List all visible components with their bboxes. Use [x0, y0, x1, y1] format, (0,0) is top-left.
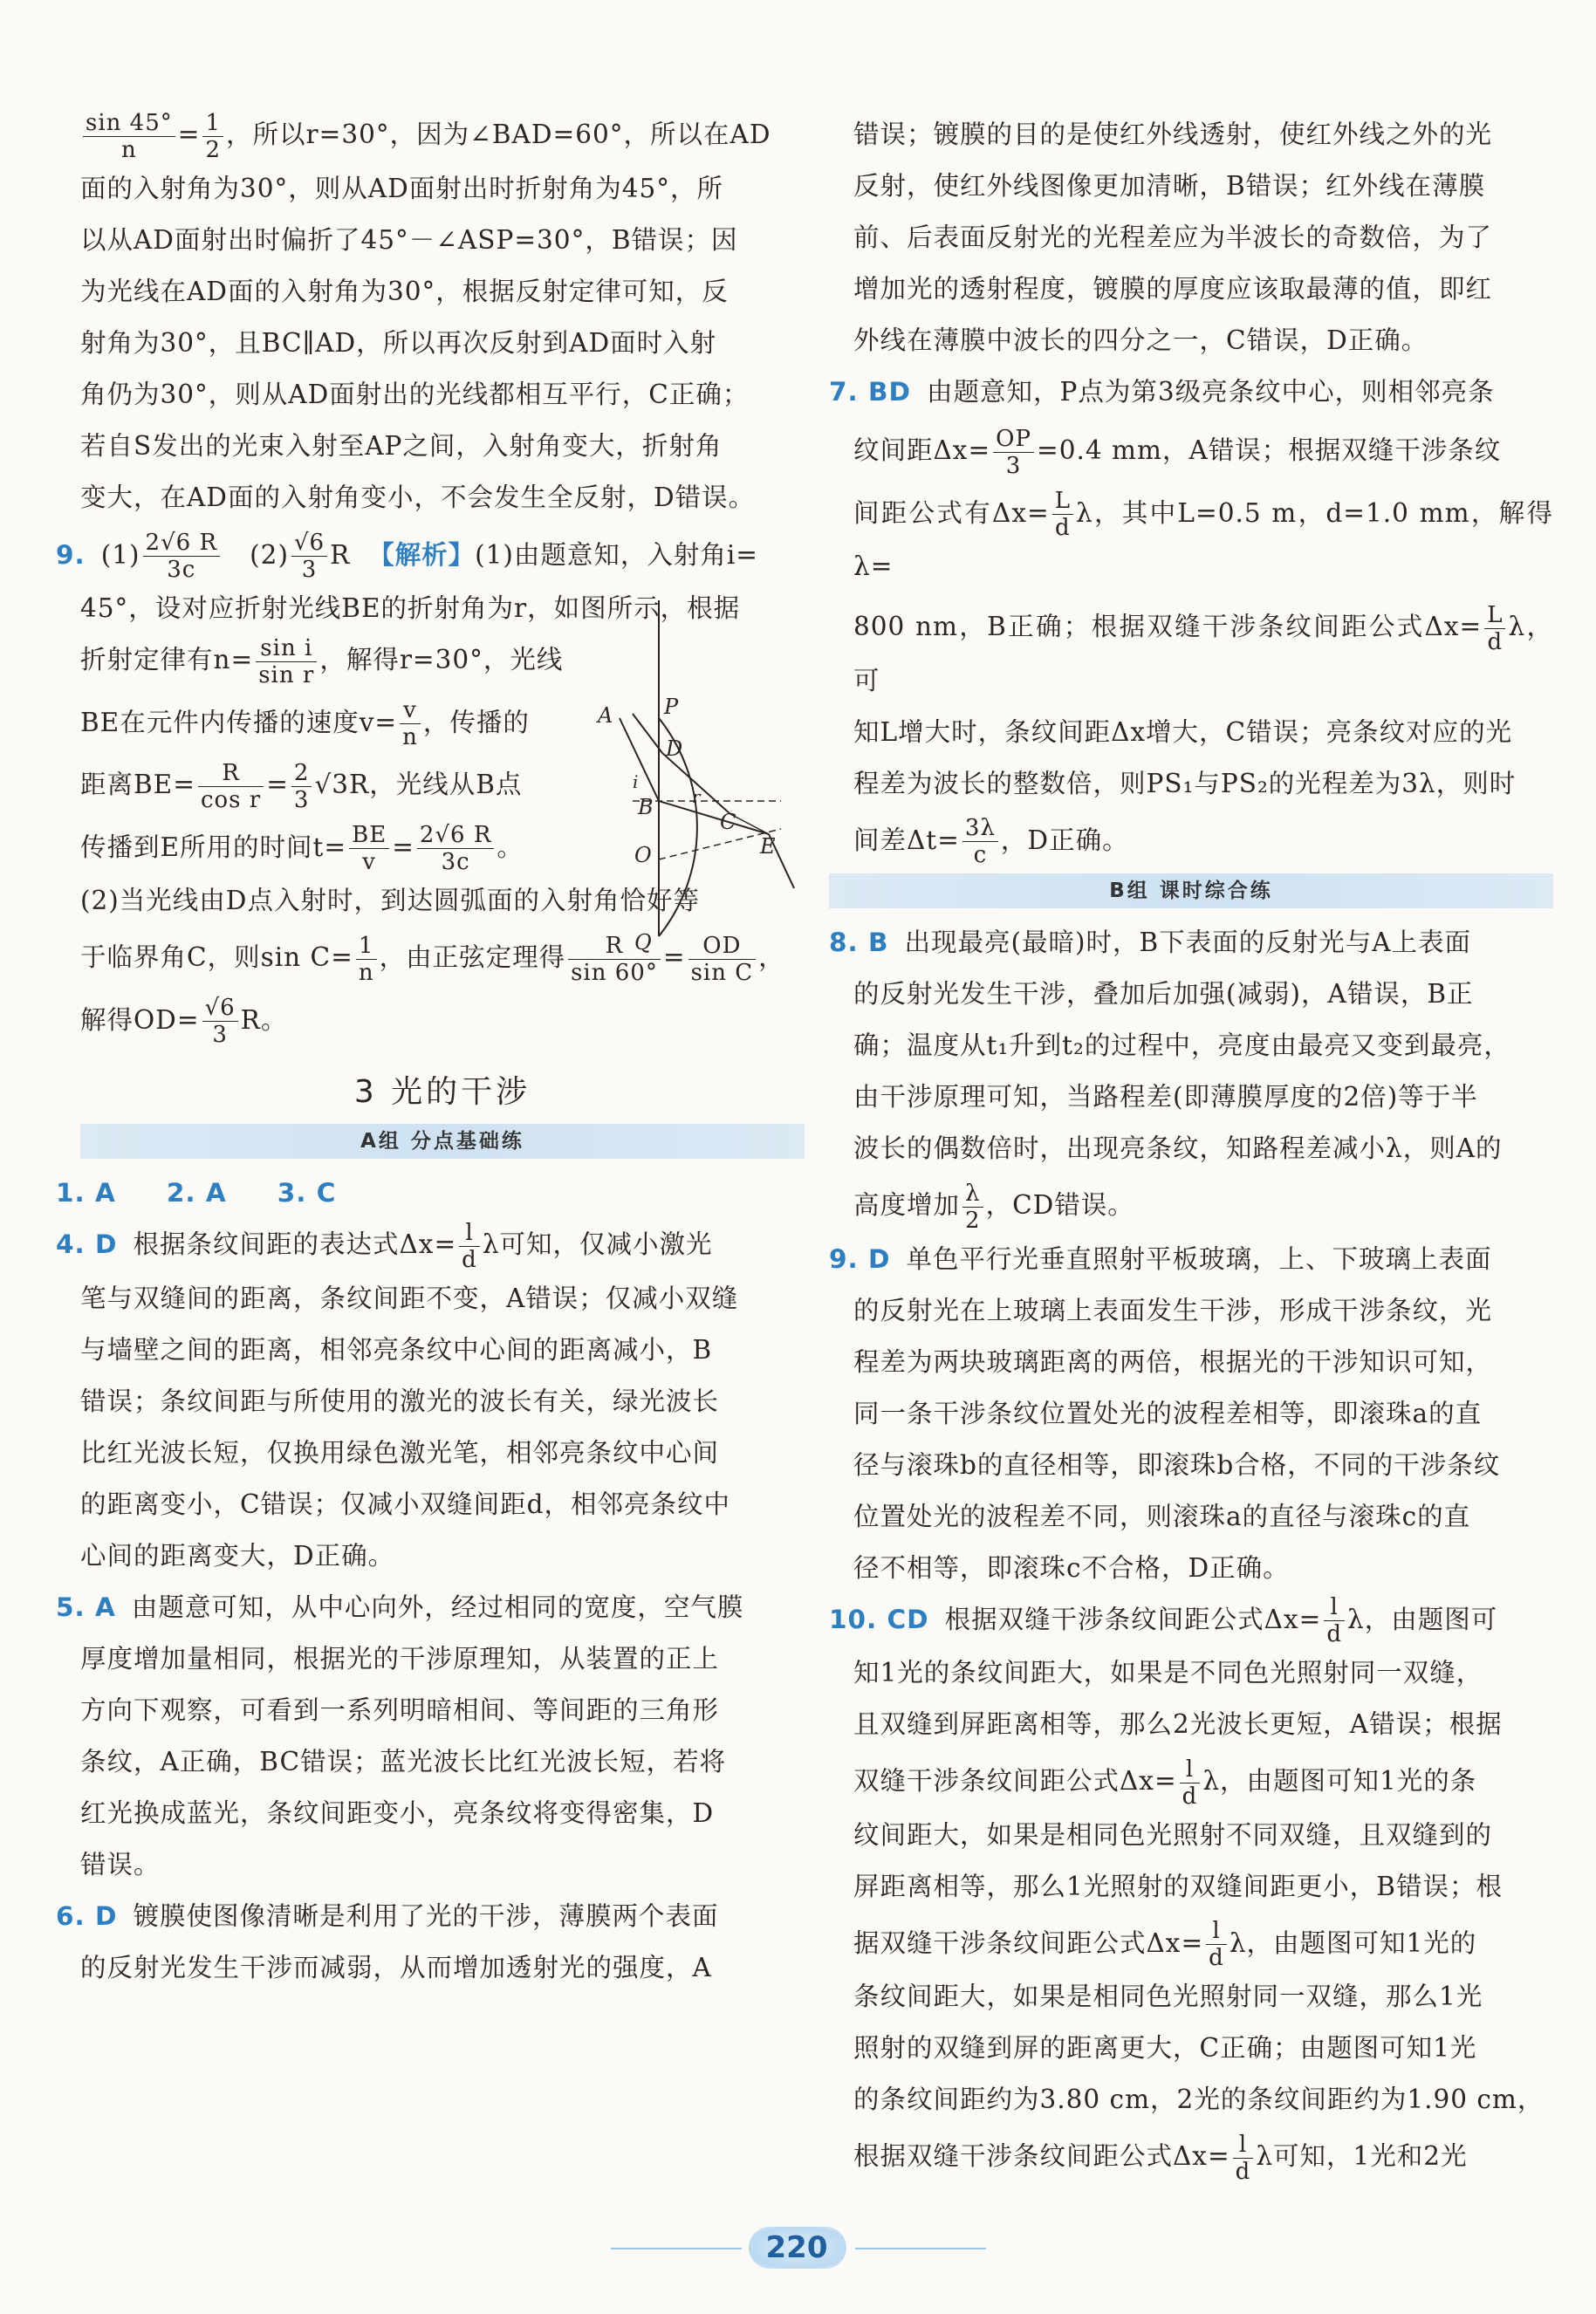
text-line: 前、后表面反射光的光程差应为半波长的奇数倍，为了: [853, 222, 1493, 252]
text-line: 射角为30°，且BC∥AD，所以再次反射到AD面时入射: [80, 327, 717, 358]
question-number: 5. A: [56, 1592, 116, 1622]
question-10: 10. CD 根据双缝干涉条纹间距公式Δx= $\frac{l}{d}$ λ，由题图可: [829, 1594, 1498, 1647]
fraction: $\frac{\sin 45^\circ}{n}$: [83, 110, 175, 163]
diagram-label: C: [720, 810, 736, 834]
question-9-answer: 9. (1) $\frac{2√6 R}{3c}$ (2) $\frac{√6}{3}$ R 【解析】(1)由题意知，入射角i=: [56, 530, 759, 583]
text-line: 由干涉原理可知，当路程差(即薄膜厚度的2倍)等于半: [853, 1082, 1478, 1112]
text-line: 纹间距Δx= $\frac{OP}{3}$ =0.4 mm，A错误；根据双缝干涉条纹: [853, 425, 1502, 479]
diagram-label: Q: [634, 930, 652, 955]
text-line: 径不相等，即滚珠c不合格，D正确。: [853, 1552, 1290, 1583]
question-number: 9.: [56, 539, 86, 570]
text-line: 根据双缝干涉条纹间距公式Δx= $\frac{l}{d}$ λ可知，1光和2光: [853, 2131, 1468, 2185]
question-5: 5. A 由题意可知，从中心向外，经过相同的宽度，空气膜: [56, 1592, 744, 1622]
text-line: 程差为波长的整数倍，则PS₁与PS₂的光程差为3λ，则时: [853, 768, 1517, 798]
question-number: 9. D: [829, 1243, 891, 1274]
text-line: 知L增大时，条纹间距Δx增大，C错误；亮条纹对应的光: [853, 716, 1513, 747]
question-8: 8. B 出现最亮(最暗)时，B下表面的反射光与A上表面: [829, 928, 1472, 957]
left-column: [56, 109, 805, 1994]
diagram-label: O: [634, 843, 652, 867]
page-number: 220: [765, 2230, 828, 2265]
text-line: 间距公式有Δx= $\frac{L}{d}$ λ，其中L=0.5 m，d=1.0 mm，解得λ=: [853, 488, 1553, 581]
text-line: 的反射光发生干涉而减弱，从而增加透射光的强度，A: [80, 1952, 712, 1982]
diagram-label: D: [666, 736, 683, 761]
text-line: 波长的偶数倍时，出现亮条纹，知路程差减小λ，则A的: [853, 1133, 1503, 1163]
text-line: 角仍为30°，则从AD面射出的光线都相互平行，C正确；: [80, 379, 750, 409]
incident-ray: [620, 718, 659, 801]
diagram-label: i: [633, 771, 639, 792]
text-line: 面的入射角为30°，则从AD面射出时折射角为45°，所: [80, 173, 724, 203]
text-line: 反射，使红外线图像更加清晰，B错误；红外线在薄膜: [853, 171, 1486, 201]
text-line: 错误。: [80, 1849, 161, 1879]
text-line: 双缝干涉条纹间距公式Δx= $\frac{l}{d}$ λ，由题图可知1光的条: [853, 1756, 1477, 1810]
text-line: 为光线在AD面的入射角为30°，根据反射定律可知，反: [80, 276, 729, 306]
text-line: 传播到E所用的时间t= $\frac{BE}{v}$ = $\frac{2√6 R}{3c}$ 。: [80, 822, 524, 875]
text-line: (2)当光线由D点入射时，到达圆弧面的入射角恰好等: [80, 886, 700, 915]
text-line: 的条纹间距约为3.80 cm，2光的条纹间距约为1.90 cm，: [853, 2085, 1545, 2114]
group-b-header: B组 课时综合练: [829, 873, 1553, 908]
text-line: 的反射光在上玻璃上表面发生干涉，形成干涉条纹，光: [853, 1295, 1493, 1325]
analysis-tag: 【解析】: [368, 538, 476, 570]
text-line: 红光换成蓝光，条纹间距变小，亮条纹将变得密集，D: [80, 1797, 715, 1828]
text-line: 知1光的条纹间距大，如果是不同色光照射同一双缝，: [853, 1658, 1483, 1688]
text-line: 的反射光发生干涉，叠加后加强(减弱)，A错误，B正: [853, 979, 1474, 1009]
question-number: 10. CD: [829, 1604, 929, 1634]
text-line: 同一条干涉条纹位置处光的波程差相等，即滚珠a的直: [853, 1398, 1483, 1428]
text-line: 据双缝干涉条纹间距公式Δx= $\frac{l}{d}$ λ，由题图可知1光的: [853, 1918, 1477, 1971]
answer-item: 2. A: [166, 1178, 227, 1208]
text-line: 纹间距大，如果是相同色光照射不同双缝，且双缝到的: [853, 1819, 1493, 1850]
text-line: 屏距离相等，那么1光照射的双缝间距更小，B错误；根: [853, 1871, 1503, 1901]
question-7: 7. BD 由题意知，P点为第3级亮条纹中心，则相邻亮条: [829, 377, 1495, 407]
text-line: 若自S发出的光束入射至AP之间，入射角变大，折射角: [80, 430, 723, 461]
text-line: 错误；镀膜的目的是使红外线透射，使红外线之外的光: [853, 120, 1493, 149]
text-line: $\frac{\sin 45^\circ}{n}$ = $\frac{1}{2}$ ，所以r=30°，因为∠BAD=60°，所以在AD: [80, 109, 805, 163]
text-line: 折射定律有n= $\frac{\text{sin i}}{\text{sin r}}$ ，解得r=30°，光线: [80, 634, 564, 688]
text-line: BE在元件内传播的速度v= $\frac{v}{n}$ ，传播的: [80, 697, 530, 750]
question-number: 8. B: [829, 928, 889, 957]
text-line: 厚度增加量相同，根据光的干涉原理知，从装置的正上: [80, 1643, 720, 1674]
text-line: 条纹，A正确，BC错误；蓝光波长比红光波长短，若将: [80, 1746, 727, 1777]
diagram-label: E: [760, 834, 776, 859]
question-number: 7. BD: [829, 377, 911, 407]
quick-answers: [56, 1167, 805, 1219]
text-line: 程差为两块玻璃距离的两倍，根据光的干涉知识可知，: [853, 1346, 1493, 1377]
fraction: $\frac{1}{2}$: [202, 110, 223, 163]
text-line: 高度增加 $\frac{\lambda}{2}$ ，CD错误。: [853, 1180, 1134, 1234]
text-line: 增加光的透射程度，镀膜的厚度应该取最薄的值，即红: [853, 274, 1493, 304]
question-4: 4. D 根据条纹间距的表达式Δx= $\frac{l}{d}$ λ可知，仅减小激光: [56, 1219, 713, 1273]
right-column: [829, 109, 1553, 2185]
page-number-line-left: [611, 2248, 742, 2249]
question-6: 6. D 镀膜使图像清晰是利用了光的干涉，薄膜两个表面: [56, 1900, 719, 1931]
diagram-label: r: [692, 786, 701, 807]
text-line: 解得OD= $\frac{√6}{3}$ R。: [80, 995, 288, 1048]
text-line: 心间的距离变大，D正确。: [80, 1540, 395, 1571]
ray-d: [633, 714, 662, 753]
text-line: 笔与双缝间的距离，条纹间距不变，A错误；仅减小双缝: [80, 1283, 739, 1313]
text-line: 45°，设对应折射光线BE的折射角为r，如图所示，根据: [80, 593, 741, 623]
answer-item: 3. C: [277, 1178, 337, 1208]
optics-diagram: [502, 600, 798, 971]
text-line: 800 nm，B正确；根据双缝干涉条纹间距公式Δx= $\frac{L}{d}$ λ，可: [853, 601, 1553, 695]
refracted-ray: [659, 801, 769, 834]
question-9: 9. D 单色平行光垂直照射平板玻璃，上、下玻璃上表面: [829, 1243, 1492, 1274]
text-line: 变大，在AD面的入射角变小，不会发生全反射，D错误。: [80, 482, 756, 512]
text-line: 条纹间距大，如果是相同色光照射同一双缝，那么1光: [853, 1982, 1483, 2011]
text-line: 距离BE= $\frac{R}{\text{cos r}}$ = $\frac{2}{3}$ √3R，光线从B点: [80, 759, 523, 813]
text-line: 以从AD面射出时偏折了45°－∠ASP=30°，B错误；因: [80, 224, 738, 255]
text-line: 位置处光的波程差不同，则滚珠a的直径与滚珠c的直: [853, 1501, 1471, 1531]
answer-item: 1. A: [56, 1178, 116, 1208]
text-line: 比红光波长短，仅换用绿色激光笔，相邻亮条纹中心间: [80, 1437, 720, 1468]
question-number: 6. D: [56, 1900, 118, 1931]
text-line: 且双缝到屏距离相等，那么2光波长更短，A错误；根据: [853, 1709, 1503, 1739]
text-line: 照射的双缝到屏的距离更大，C正确；由题图可知1光: [853, 2033, 1477, 2063]
text-line: 间差Δt= $\frac{3\lambda}{c}$ ，D正确。: [853, 815, 1129, 868]
section-title: 3 光的干涉: [353, 1074, 531, 1110]
group-a-header: A组 分点基础练: [80, 1124, 805, 1159]
text-line: 径与滚珠b的直径相等，即滚珠b合格，不同的干涉条纹: [853, 1449, 1501, 1480]
text-line: 确；温度从t₁升到t₂的过程中，亮度由最亮又变到最亮，: [853, 1030, 1510, 1060]
text-line: 外线在薄膜中波长的四分之一，C错误，D正确。: [853, 325, 1428, 355]
page-number-line-right: [855, 2248, 986, 2249]
text-line: 于临界角C，则sin C= $\frac{1}{n}$ ，由正弦定理得 $\frac{R}{\sin 60^\circ}$ = $\frac{OD}{\text{sin C}}$ ，: [80, 932, 785, 986]
diagram-label: B: [638, 795, 654, 819]
text-line: 与墙壁之间的距离，相邻亮条纹中心间的距离减小，B: [80, 1334, 713, 1365]
text-line: 的距离变小，C错误；仅减小双缝间距d，相邻亮条纹中: [80, 1489, 730, 1519]
text-line: 方向下观察，可看到一系列明暗相间、等间距的三角形: [80, 1694, 720, 1725]
diagram-label: A: [598, 703, 613, 728]
diagram-label: P: [664, 695, 679, 719]
text-line: 错误；条纹间距与所使用的激光的波长有关，绿光波长: [80, 1386, 720, 1416]
question-number: 4. D: [56, 1229, 118, 1259]
